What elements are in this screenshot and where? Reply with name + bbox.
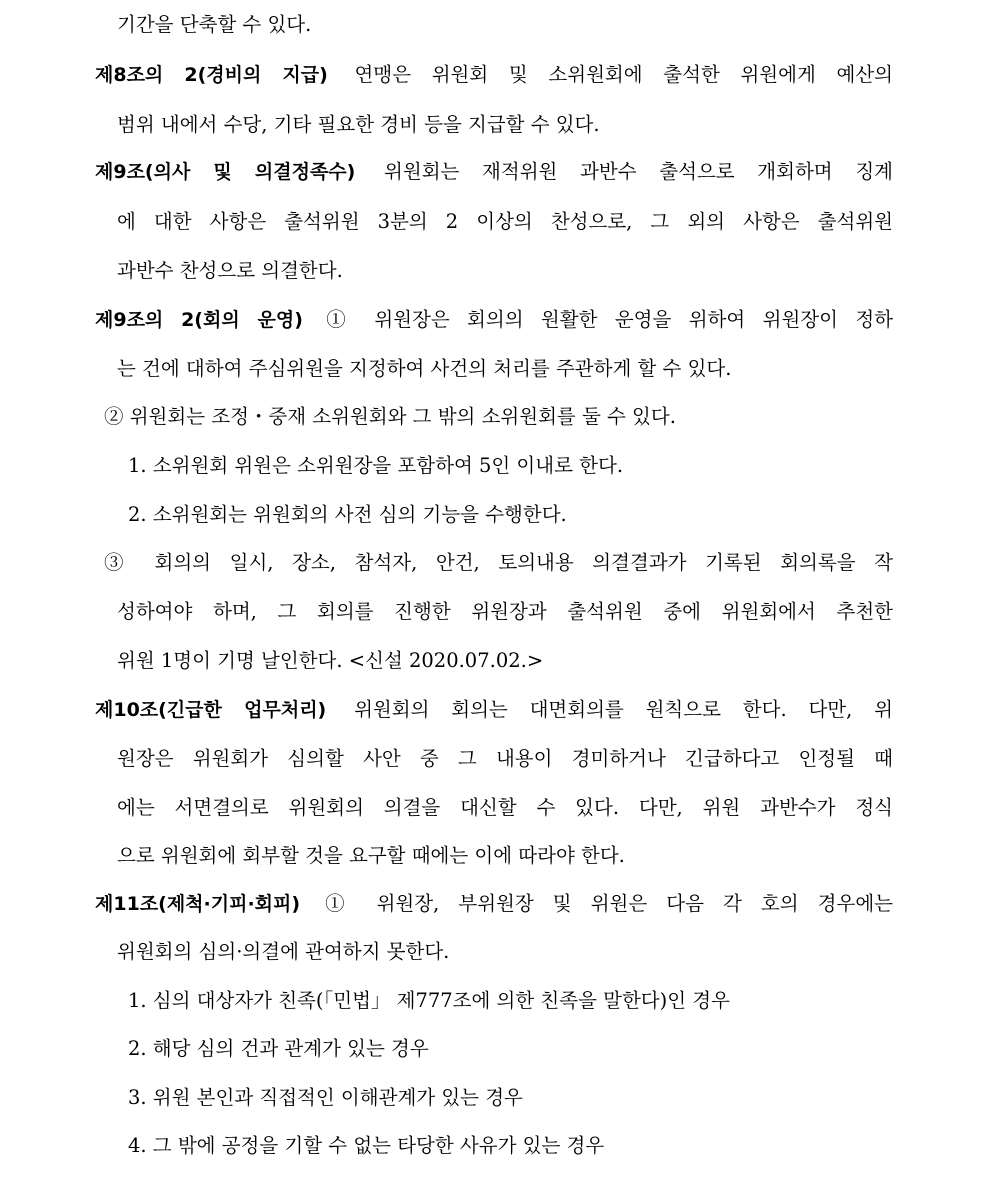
article-10-text-1: 위원회의 회의는 대면회의를 원칙으로 한다. 다만, 위 [354,698,893,721]
article-11-item-1: 1. 심의 대상자가 친족(「민법」 제777조에 의한 친족을 말한다)인 경우 [128,989,730,1012]
article-9-text-1: 위원회는 재적위원 과반수 출석으로 개회하며 징계 [384,160,893,183]
article-8-2-text-2: 범위 내에서 수당, 기타 필요한 경비 등을 지급할 수 있다. [117,113,600,136]
article-11-text-2: 위원회의 심의·의결에 관여하지 못한다. [117,940,450,963]
article-11-heading: 제11조(제척·기피·회피) [95,893,301,915]
article-9-2-paragraph-3-text-2: 성하여야 하며, 그 회의를 진행한 위원장과 출석위원 중에 위원회에서 추천한 [117,600,893,623]
article-11-item-3: 3. 위원 본인과 직접적인 이해관계가 있는 경우 [128,1086,523,1109]
article-8-2-text-1: 연맹은 위원회 및 소위원회에 출석한 위원에게 예산의 [354,63,893,86]
article-9-2-paragraph-2-item-1: 1. 소위원회 위원은 소위원장을 포함하여 5인 이내로 한다. [128,454,624,477]
article-11-item-2: 2. 해당 심의 건과 관계가 있는 경우 [128,1037,429,1060]
article-10-text-4: 으로 위원회에 회부할 것을 요구할 때에는 이에 따라야 한다. [117,844,625,867]
article-9-2-paragraph-2-item-2: 2. 소위원회는 위원회의 사전 심의 기능을 수행한다. [128,503,567,526]
article-10-text-2: 원장은 위원회가 심의할 사안 중 그 내용이 경미하거나 긴급하다고 인정될 때 [117,747,893,770]
continuation-line: 기간을 단축할 수 있다. [117,13,312,36]
article-9-2-heading: 제9조의 2(회의 운영) [95,309,303,331]
article-9-text-2: 에 대한 사항은 출석위원 3분의 2 이상의 찬성으로, 그 외의 사항은 출석위원 [117,210,893,233]
article-11-text-1: ① 위원장, 부위원장 및 위원은 다음 각 호의 경우에는 [325,892,893,915]
article-9-2-paragraph-3-text-3: 위원 1명이 기명 날인한다. <신설 2020.07.02.> [117,649,544,672]
article-11-item-4: 4. 그 밖에 공정을 기할 수 없는 타당한 사유가 있는 경우 [128,1134,605,1157]
article-9-heading: 제9조(의사 및 의결정족수) [95,161,356,183]
article-9-2-text-1: ① 위원장은 회의의 원활한 운영을 위하여 위원장이 정하 [326,308,893,331]
article-9-2-line-1 [95,305,893,335]
article-9-line-1 [95,157,893,187]
article-9-text-3: 과반수 찬성으로 의결한다. [117,259,343,282]
article-9-2-text-2: 는 건에 대하여 주심위원을 지정하여 사건의 처리를 주관하게 할 수 있다. [117,357,732,380]
article-10-text-3: 에는 서면결의로 위원회의 의결을 대신할 수 있다. 다만, 위원 과반수가 정식 [117,796,893,819]
article-11-line-1 [95,889,893,919]
article-10-heading: 제10조(긴급한 업무처리) [95,699,327,721]
article-10-line-1 [95,695,893,725]
article-8-2-heading: 제8조의 2(경비의 지급) [95,64,328,86]
article-8-2-line-1 [95,60,893,90]
article-9-2-paragraph-3-text-1: ③ 회의의 일시, 장소, 참석자, 안건, 토의내용 의결결과가 기록된 회의록을 작 [104,551,893,574]
article-9-2-paragraph-2: ② 위원회는 조정・중재 소위원회와 그 밖의 소위원회를 둘 수 있다. [104,405,676,428]
